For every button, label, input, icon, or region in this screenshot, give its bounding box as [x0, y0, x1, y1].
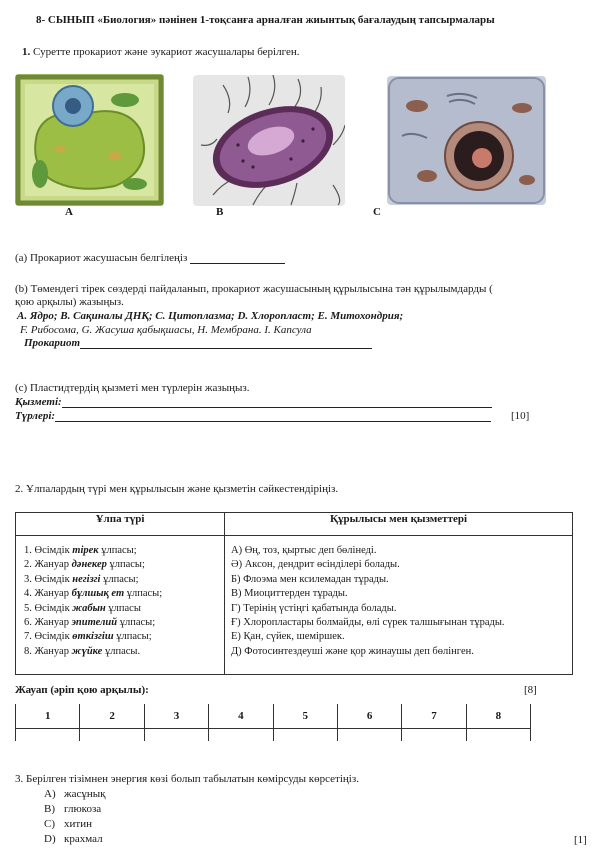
- answer-blank-1a[interactable]: [190, 263, 285, 264]
- matching-table: [15, 512, 573, 675]
- question-1-text: Суретте прокариот және эукариот жасушалары берілген.: [33, 46, 300, 58]
- list-item: 6. Жануар эпителий ұлпасы;: [24, 617, 156, 629]
- answer-cell-5[interactable]: 5: [273, 704, 337, 729]
- answer-blank-cell[interactable]: [402, 729, 466, 742]
- answer-blank-cell[interactable]: [273, 729, 337, 742]
- list-item: В) Миоциттерден тұрады.: [231, 588, 348, 600]
- question-1a: [15, 252, 285, 264]
- page-title: 8- СЫНЫП «Биология» пәнінен 1-тоқсанға арналған жиынтық бағалаудың тапсырмалары: [36, 14, 495, 26]
- answer-cell-8[interactable]: 8: [466, 704, 530, 729]
- answer-blank-cell[interactable]: [209, 729, 273, 742]
- description-list: [225, 536, 572, 663]
- answer-blank-cell[interactable]: [144, 729, 208, 742]
- list-item: Ә) Аксон, дендрит өсінділері болады.: [231, 559, 400, 571]
- keyword-options-line1: A. Ядро; B. Сақиналы ДНҚ; C. Цитоплазма; D. Хлоропласт; E. Митохондрия;: [17, 310, 404, 322]
- tissue-list-cell: [16, 536, 225, 675]
- question-2-prompt: 2. Ұлпалардың түрі мен құрылысын және қызметін сәйкестендіріңіз.: [15, 483, 339, 495]
- image-plant-cell: [15, 74, 164, 206]
- tissue-type-header: Ұлпа түрі: [16, 513, 225, 536]
- answer-blank-cell[interactable]: [337, 729, 401, 742]
- answer-cell-1[interactable]: 1: [16, 704, 80, 729]
- question-1a-text: (а) Прокариот жасушасын белгілеңіз: [15, 252, 188, 264]
- option-c[interactable]: C) хитин: [44, 818, 92, 830]
- keyword-options-line2: F. Рибосома, G. Жасуша қабықшасы, H. Мембрана. I. Капсула: [20, 324, 312, 336]
- image-label-b: B: [216, 206, 224, 218]
- image-label-c: C: [373, 206, 381, 218]
- list-item: 1. Өсімдік тірек ұлпасы;: [24, 545, 137, 556]
- prokaryote-label: Прокариот: [24, 337, 81, 349]
- list-item: 5. Өсімдік жабын ұлпасы: [24, 602, 141, 614]
- tissue-list: [16, 536, 224, 659]
- list-item: 4. Жануар бұлшық ет ұлпасы;: [24, 588, 163, 600]
- question-3-marks: [1]: [574, 834, 587, 846]
- question-2-marks: [8]: [524, 684, 537, 696]
- question-1c: (с) Пластидтердің қызметі мен түрлерін жазыңыз.: [15, 382, 250, 394]
- list-item: 2. Жануар дәнекер ұлпасы;: [24, 559, 145, 571]
- types-label: Түрлері:: [15, 410, 56, 422]
- list-item: Ғ) Хлоропластары болмайды, өлі сүрек талшығынан тұрады.: [231, 617, 505, 629]
- question-1-number: 1.: [22, 46, 31, 58]
- list-item: Б) Флоэма мен ксилемадан тұрады.: [231, 573, 389, 585]
- question-1-prompt: [22, 46, 299, 58]
- answer-blank-prokaryote[interactable]: [80, 348, 372, 349]
- list-item: Е) Қан, сүйек, шеміршек.: [231, 631, 345, 643]
- question-1b-line1: (b) Төмендегі тірек сөздерді пайдаланып, прокариот жасушасының құрылысына тән құрылымдарды (: [15, 283, 493, 295]
- answer-blank-cell[interactable]: [80, 729, 144, 742]
- answer-blank-cell[interactable]: [16, 729, 80, 742]
- structure-function-header: Құрылысы мен қызметтері: [225, 513, 573, 536]
- question-3-options: [44, 787, 106, 847]
- option-a[interactable]: A) жасұнық: [44, 788, 106, 800]
- list-item: 7. Өсімдік өткізгіш ұлпасы;: [24, 631, 152, 643]
- image-prokaryotic-cell: [193, 75, 345, 206]
- answer-blank-function[interactable]: [62, 407, 492, 408]
- answer-cell-3[interactable]: 3: [144, 704, 208, 729]
- answer-grid: [15, 704, 531, 741]
- answer-blank-cell[interactable]: [466, 729, 530, 742]
- answer-cell-2[interactable]: 2: [80, 704, 144, 729]
- answer-blank-types[interactable]: [55, 421, 491, 422]
- list-item: А) Өң, тоз, қыртыс деп бөлінеді.: [231, 545, 377, 556]
- list-item: Д) Фотосинтездеуші және қор жинаушы деп бөлінген.: [231, 645, 474, 657]
- types-row: [15, 410, 491, 422]
- function-row: [15, 396, 492, 408]
- image-animal-cell: [387, 76, 546, 205]
- answer-cell-7[interactable]: 7: [402, 704, 466, 729]
- question-1-marks: [10]: [511, 410, 530, 422]
- question-1b-line2: қою арқылы) жазыңыз.: [15, 296, 124, 308]
- list-item: 3. Өсімдік негізгі ұлпасы;: [24, 573, 139, 585]
- answer-cell-4[interactable]: 4: [209, 704, 273, 729]
- description-list-cell: [225, 536, 573, 675]
- list-item: Г) Терінің үстіңгі қабатында болады.: [231, 602, 397, 614]
- image-label-a: A: [65, 206, 73, 218]
- function-label: Қызметі:: [15, 396, 62, 408]
- answer-label: Жауап (әріп қою арқылы):: [15, 684, 149, 696]
- answer-cell-6[interactable]: 6: [337, 704, 401, 729]
- option-d[interactable]: D) крахмал: [44, 833, 103, 845]
- prokaryote-answer-row: [24, 337, 372, 349]
- question-3-prompt: 3. Берілген тізімнен энергия көзі болып табылатын көмірсуды көрсетіңіз.: [15, 773, 359, 785]
- option-b[interactable]: B) глюкоза: [44, 803, 102, 815]
- list-item: 8. Жануар жүйке ұлпасы.: [24, 645, 141, 657]
